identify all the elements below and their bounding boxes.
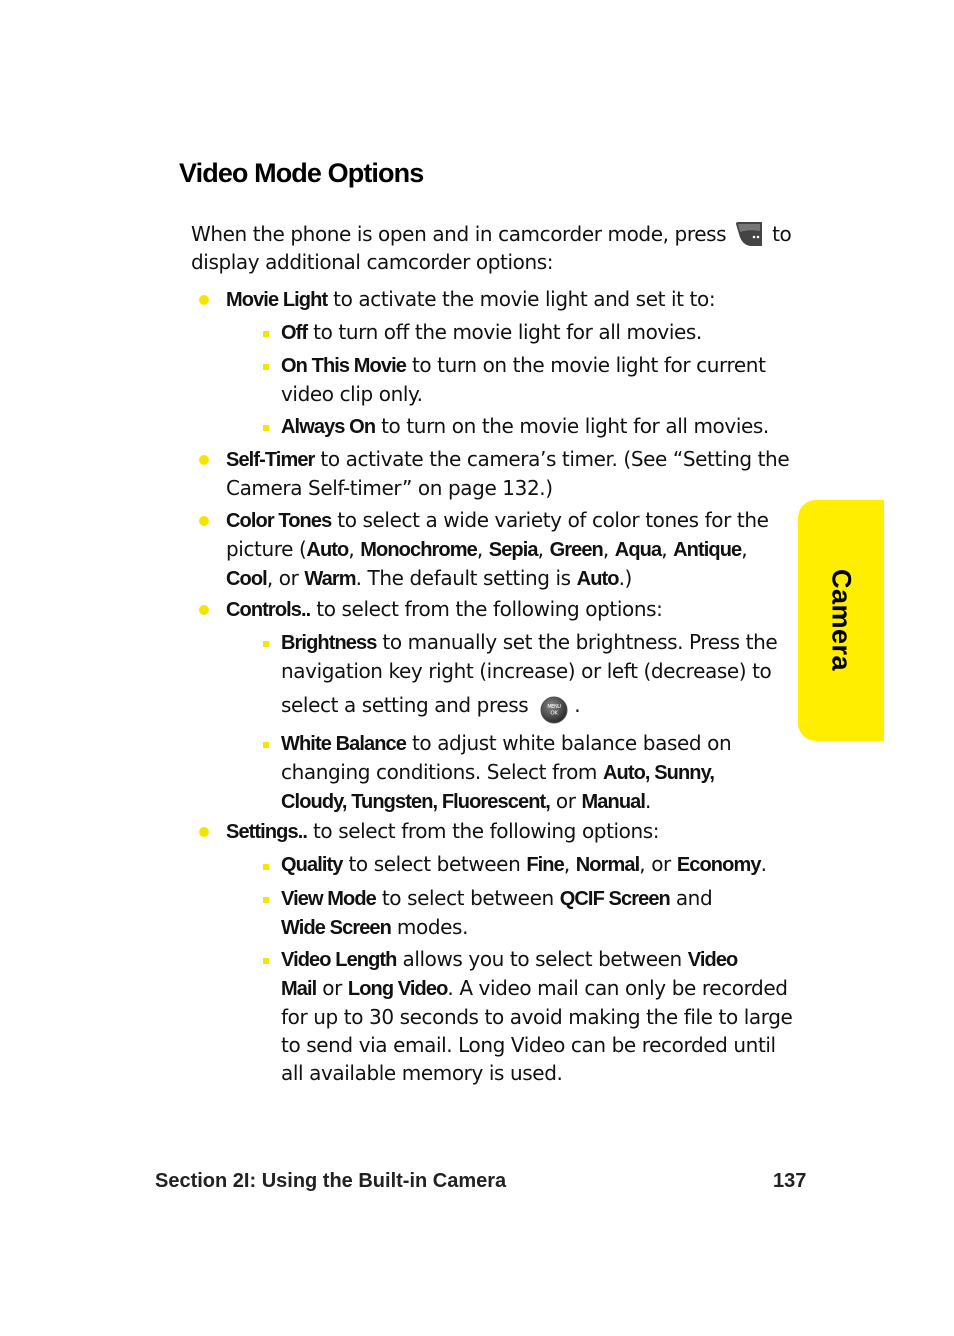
list-item-controls: Controls.. to select from the following options: bbox=[226, 597, 663, 621]
bullet-square bbox=[263, 897, 269, 903]
menu-ok-icon bbox=[540, 696, 568, 724]
side-tab-label: Camera bbox=[826, 568, 857, 672]
sub-item-brightness: Brightness to manually set the brightness. Press the navigation key right (increase) or left (decrease) to select a setting and press MENU OK . bbox=[281, 628, 777, 724]
bullet-dot bbox=[199, 605, 209, 615]
sub-item-off: Off to turn off the movie light for all movies. bbox=[281, 320, 702, 344]
footer-section-title: Section 2I: Using the Built-in Camera bbox=[155, 1170, 507, 1192]
list-item-movie-light: Movie Light to activate the movie light and set it to: bbox=[226, 287, 716, 311]
bullet-dot bbox=[199, 295, 209, 305]
bullet-square bbox=[263, 425, 269, 431]
bullet-dot bbox=[199, 516, 209, 526]
list-item-self-timer: Self-Timer to activate the camera’s timer. (See “Setting the Camera Self-timer” on page 132.) bbox=[226, 447, 790, 500]
bullet-square bbox=[263, 364, 269, 370]
sub-item-white-balance: White Balance to adjust white balance based on changing conditions. Select from Auto, Sunny, Cloudy, Tungsten, Fluorescent, or Manual. bbox=[281, 731, 732, 813]
sub-item-video-length: Video Length allows you to select between Video Mail or Long Video. A video mail can only be recorded for up to 30 seconds to avoid making the file to large to send via email. Long Video can be recorded until all available memory is used. bbox=[281, 947, 793, 1085]
sub-item-on-this-movie: On This Movie to turn on the movie light for current video clip only. bbox=[281, 353, 766, 406]
list-item-settings: Settings.. to select from the following options: bbox=[226, 819, 660, 843]
bullet-square bbox=[263, 641, 269, 647]
bullet-square bbox=[263, 331, 269, 337]
intro-paragraph: When the phone is open and in camcorder mode, press to display additional camcorder options: bbox=[191, 222, 792, 274]
svg-text:OK: OK bbox=[550, 710, 558, 717]
svg-text:MENU: MENU bbox=[547, 704, 561, 710]
bullet-square bbox=[263, 742, 269, 748]
page-title: Video Mode Options bbox=[179, 158, 424, 188]
menu-softkey-icon bbox=[734, 221, 764, 247]
list-item-color-tones: Color Tones to select a wide variety of color tones for the picture (Auto, Monochrome, Sepia, Green, Aqua, Antique, Cool, or Warm. The default setting is Auto.) bbox=[226, 508, 769, 590]
sub-item-view-mode: View Mode to select between QCIF Screen and Wide Screen modes. bbox=[281, 886, 713, 939]
bullet-square bbox=[263, 958, 269, 964]
page-number: 137 bbox=[773, 1170, 807, 1192]
bullet-square bbox=[263, 864, 269, 870]
bullet-dot bbox=[199, 827, 209, 837]
bullet-dot bbox=[199, 455, 209, 465]
intro-text: When the phone is open and in camcorder mode, press bbox=[191, 222, 727, 246]
sub-item-quality: Quality to select between Fine, Normal, or Economy. bbox=[281, 852, 767, 876]
sub-item-always-on: Always On to turn on the movie light for all movies. bbox=[281, 414, 769, 438]
